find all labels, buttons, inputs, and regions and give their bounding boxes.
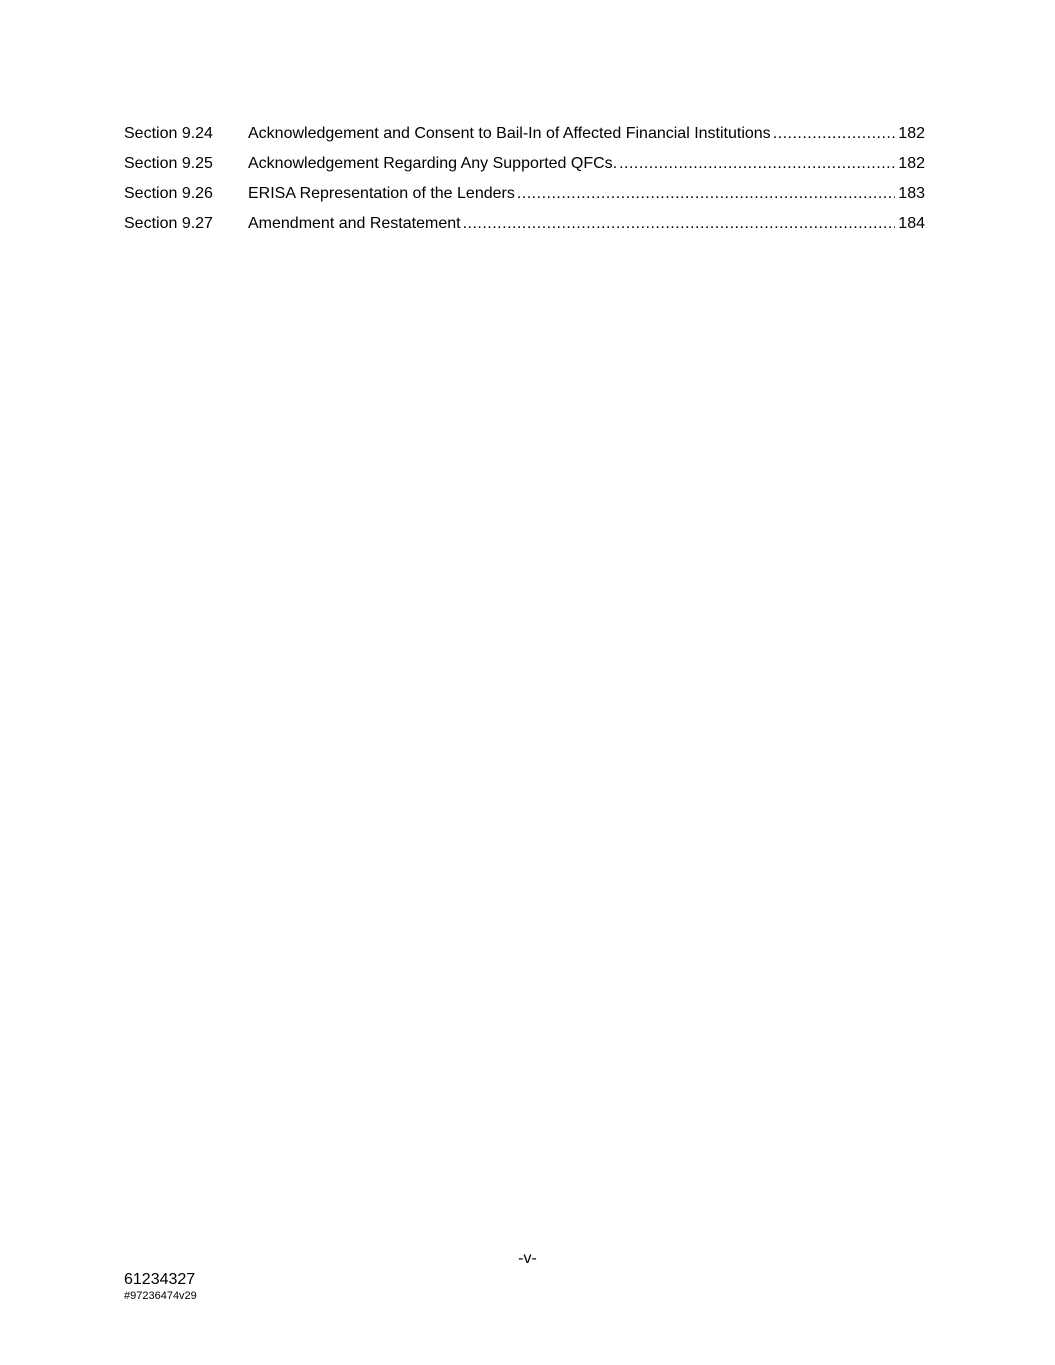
toc-section-number: Section 9.27: [124, 215, 213, 232]
toc-section-title: Acknowledgement and Consent to Bail-In of Affected Financial Institutions: [248, 125, 771, 142]
toc-entry: [124, 214, 925, 244]
toc-page-number: 184: [898, 215, 925, 232]
toc-entry: [124, 184, 925, 214]
toc-dot-leader: [619, 154, 895, 174]
page-number: -v-: [518, 1250, 537, 1267]
toc-page-number: 182: [898, 125, 925, 142]
toc-section-number: Section 9.25: [124, 155, 213, 172]
table-of-contents: [124, 124, 925, 244]
toc-entry: [124, 124, 925, 154]
toc-page-number: 183: [898, 185, 925, 202]
toc-page-number: 182: [898, 155, 925, 172]
toc-dot-leader: [773, 124, 896, 144]
toc-dot-leader: [463, 214, 896, 234]
document-id: 61234327: [124, 1271, 196, 1288]
toc-section-title: Acknowledgement Regarding Any Supported QFCs.: [248, 155, 618, 172]
toc-dot-leader: [517, 184, 895, 204]
toc-section-title: Amendment and Restatement: [248, 215, 461, 232]
toc-entry: [124, 154, 925, 184]
toc-section-title: ERISA Representation of the Lenders: [248, 185, 515, 202]
toc-section-number: Section 9.26: [124, 185, 213, 202]
document-version: #97236474v29: [124, 1290, 197, 1302]
toc-section-number: Section 9.24: [124, 125, 213, 142]
